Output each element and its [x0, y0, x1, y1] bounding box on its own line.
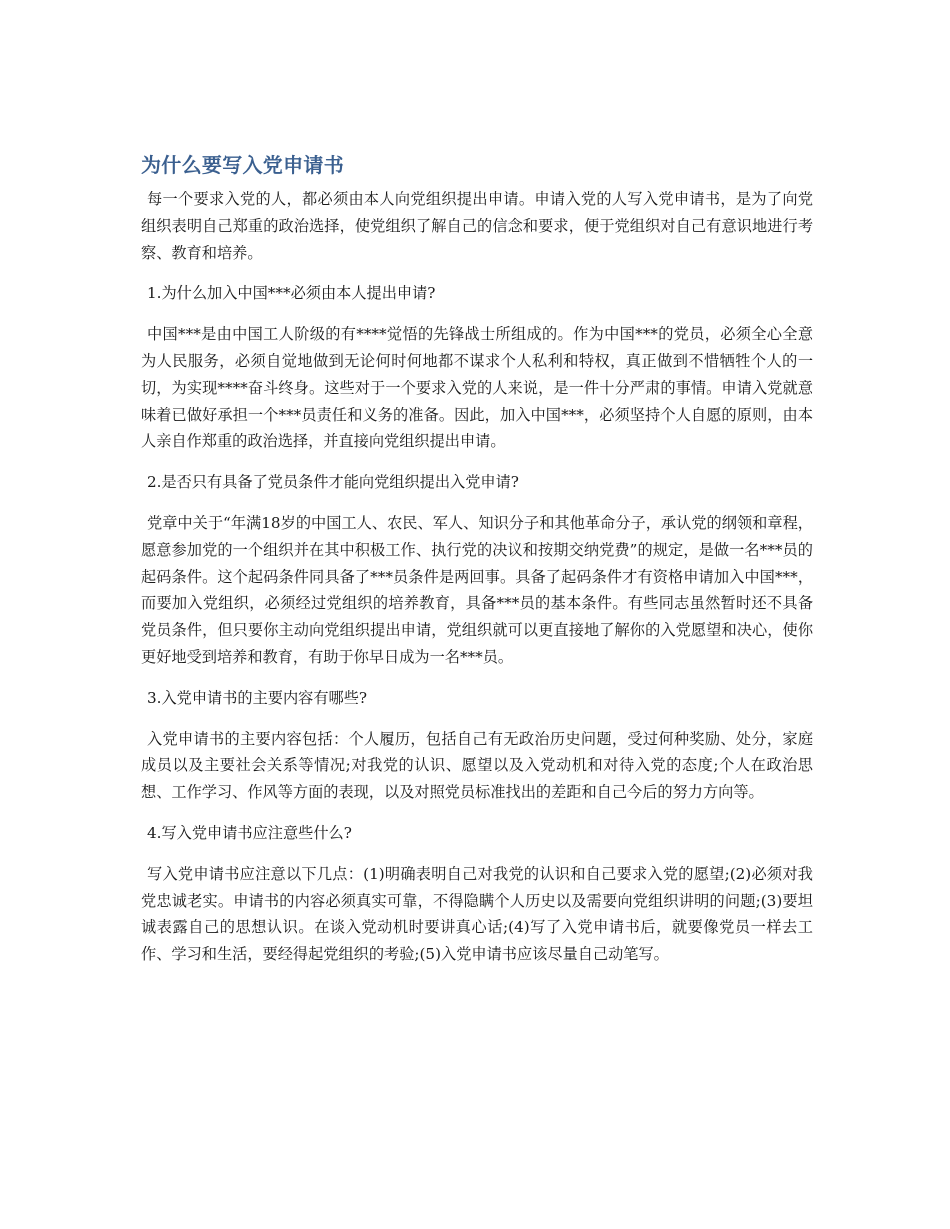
answer-3: 入党申请书的主要内容包括：个人履历，包括自己有无政治历史问题，受过何种奖励、处分，家庭成员以及主要社会关系等情况;对我党的认识、愿望以及入党动机和对待入党的态度;个人在政治思想、工作学习、作风等方面的表现，以及对照党员标准找出的差距和自己今后的努力方向等。	[141, 729, 813, 802]
question-3: 3.入党申请书的主要内容有哪些?	[147, 688, 368, 707]
document-page	[141, 150, 813, 968]
question-4: 4.写入党申请书应注意些什么?	[147, 823, 352, 842]
question-1: 1.为什么加入中国***必须由本人提出申请?	[147, 284, 436, 303]
page-title: 为什么要写入党申请书	[141, 153, 344, 177]
answer-1: 中国***是由中国工人阶级的有****觉悟的先锋战士所组成的。作为中国***的党员，必须全心全意为人民服务，必须自觉地做到无论何时何地都不谋求个人私利和特权，真正做到不惜牺牲个人的一切，为实现****奋斗终身。这些对于一个要求入党的人来说，是一件十分严肃的事情。申请入党就意味着已做好承担一个***员责任和义务的准备。因此，加入中国***，必须坚持个人自愿的原则，由本人亲自作郑重的政治选择，并直接向党组织提出申请。	[141, 325, 813, 451]
answer-2: 党章中关于“年满18岁的中国工人、农民、军人、知识分子和其他革命分子，承认党的纲领和章程，愿意参加党的一个组织并在其中积极工作、执行党的决议和按期交纳党费”的规定，是做一名***员的起码条件。这个起码条件同具备了***员条件是两回事。具备了起码条件才有资格申请加入中国***，而要加入党组织，必须经过党组织的培养教育，具备***员的基本条件。有些同志虽然暂时还不具备党员条件，但只要你主动向党组织提出申请，党组织就可以更直接地了解你的入党愿望和决心，使你更好地受到培养和教育，有助于你早日成为一名***员。	[141, 513, 813, 666]
answer-4: 写入党申请书应注意以下几点：(1)明确表明自己对我党的认识和自己要求入党的愿望;(2)必须对我党忠诚老实。申请书的内容必须真实可靠，不得隐瞒个人历史以及需要向党组织讲明的问题;(3)要坦诚表露自己的思想认识。在谈入党动机时要讲真心话;(4)写了入党申请书后，就要像党员一样去工作、学习和生活，要经得起党组织的考验;(5)入党申请书应该尽量自己动笔写。	[141, 864, 813, 964]
intro-paragraph: 每一个要求入党的人，都必须由本人向党组织提出申请。申请入党的人写入党申请书，是为了向党组织表明自己郑重的政治选择，使党组织了解自己的信念和要求，便于党组织对自己有意识地进行考察、教育和培养。	[141, 190, 813, 262]
question-2: 2.是否只有具备了党员条件才能向党组织提出入党申请?	[147, 473, 519, 492]
